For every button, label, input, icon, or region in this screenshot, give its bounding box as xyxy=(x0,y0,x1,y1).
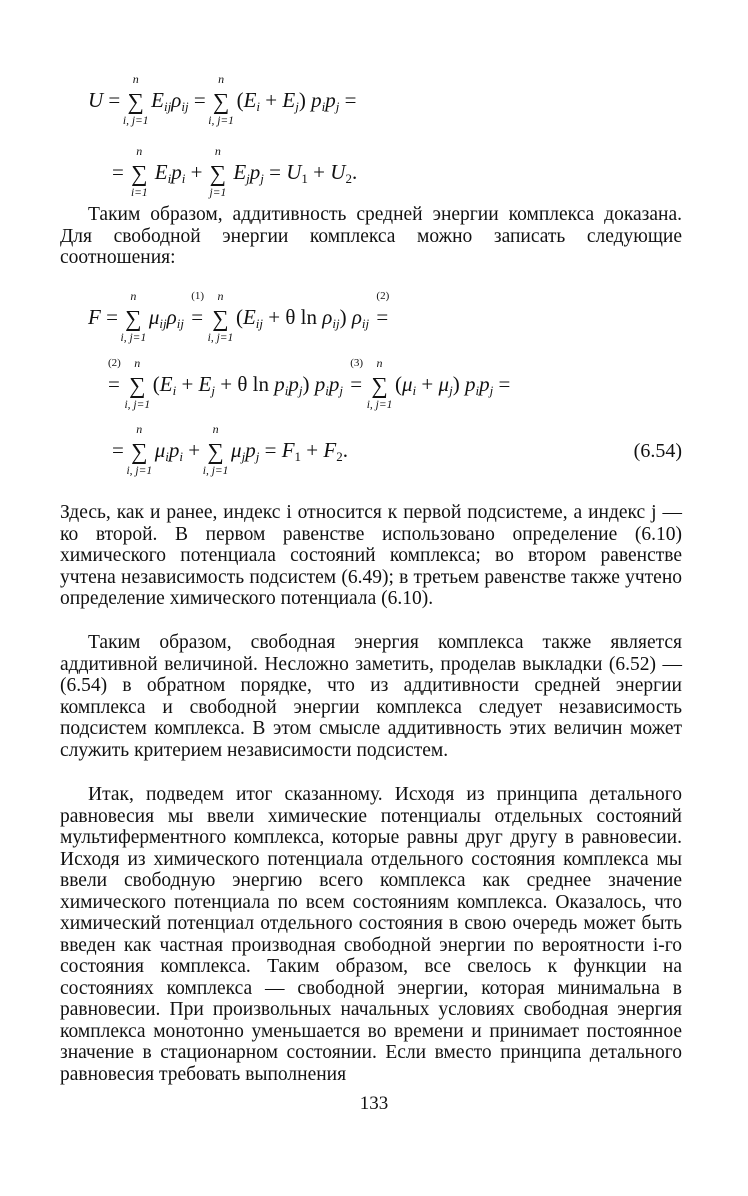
paragraph-4: Итак, подведем итог сказанному. Исходя из принципа детального равновесия мы ввели химические потенциалы отдельных состояний мультиферментного комплекса, которые равны друг другу в равновесии. Исходя из химического потенциала отдельного состояния комплекса мы ввели свободную энергию всего комплекса как среднее значение химического потенциала по всем состояниям комплекса. Оказалось, что химический потенциал отдельного состояния в свою очередь может быть введен как частная производная свободной энергии по вероятности i-го состояния комплекса. Таким образом, все свелось к функции на состояниях комплекса — свободной энергии, которая минимальна в равновесии. При произвольных начальных условиях свободная энергия комплекса монотонно уменьшается во времени и принимает постоянное значение в стационарном состоянии. Если вместо принципа детального равновесия требовать выполнения xyxy=(60,784,682,1085)
equation-u-line-2: = n ∑ i=1 $E_ip_i$ + n ∑ j=1 $E_jp_j = U_1 + U_2$. xyxy=(112,144,358,200)
equation-f-line-2: (2) = n ∑ i, j=1 ($E_i + E_j + \theta$ $\ln p_ip_j$) $p_ip_j$ (3) = n ∑ i, j=1 $(\mu_i + \mu_j) p_ip_j$ = xyxy=(108,356,511,412)
equation-f-line-1: F = n ∑ i, j=1 $\mu_{ij}\rho_{ij}$ (1) = n ∑ i, j=1 ($E_{ij} + \theta$ $\ln \rho_{ij}$) $\rho_{ij}$ (2) = xyxy=(88,289,390,345)
paragraph-2: Здесь, как и ранее, индекс i относится к первой подсистеме, а индекс j — ко второй. В первом равенстве использовано определение (6.10) химического потенциала состояний комплекса; во втором равенстве учтена независимость подсистем (6.49); в третьем равенстве также учтено определение химического потенциала (6.10). xyxy=(60,502,682,609)
paragraph-1: Таким образом, аддитивность средней энергии комплекса доказана. Для свободной энергии комплекса можно записать следующие соотношения: xyxy=(60,204,682,268)
equation-f-line-3: = n ∑ i, j=1 $\mu_ip_i$ + n ∑ i, j=1 $\mu_jp_j = F_1 + F_2$. xyxy=(112,422,348,478)
equation-number: (6.54) xyxy=(633,440,682,462)
equation-u-line-1: U = n ∑ i, j=1 $E_{ij}\rho_{ij}$ = n ∑ i, j=1 $(E_i + E_j) p_ip_j$ = xyxy=(88,72,357,128)
paragraph-3: Таким образом, свободная энергия комплекса также является аддитивной величиной. Несложно заметить, проделав выкладки (6.52) — (6.54) в обратном порядке, что из аддитивности средней энергии комплекса и свободной энергии комплекса следует независимость подсистем комплекса. В этом смысле аддитивность этих величин может служить критерием независимости подсистем. xyxy=(60,632,682,761)
page-number: 133 xyxy=(359,1093,389,1114)
